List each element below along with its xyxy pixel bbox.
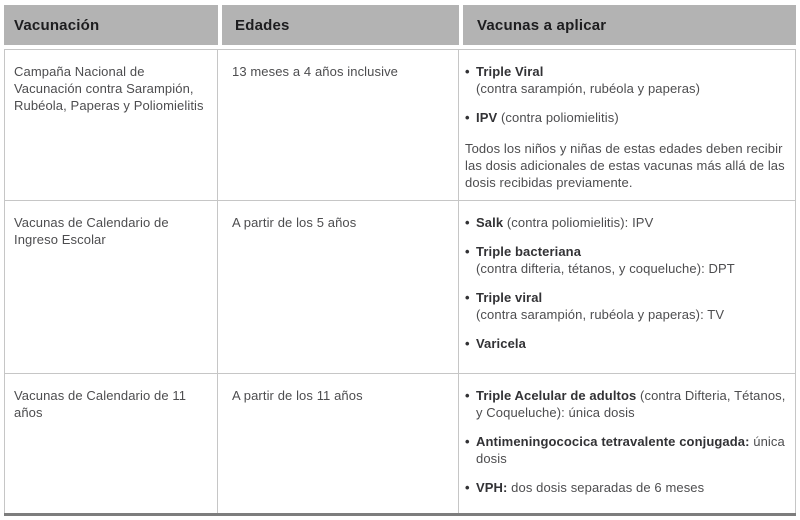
vaccine-rest: única dosis	[476, 434, 785, 466]
vaccine-rest: dos dosis separadas de 6 meses	[507, 480, 705, 495]
bullet-icon: •	[465, 215, 470, 230]
vaccine-item	[465, 335, 787, 352]
vaccination-table	[4, 5, 796, 516]
vaccine-text	[476, 214, 787, 231]
vaccination-cell: Campaña Nacional de Vacunación contra Sarampión, Rubéola, Paperas y Poliomielitis	[5, 50, 218, 200]
bullet-icon: •	[465, 336, 470, 351]
table-body	[4, 49, 796, 513]
vaccine-item	[465, 63, 787, 97]
note-text: Todos los niños y niñas de estas edades deben recibir las dosis adicionales de estas vacunas más allá de las dosis recibidas previamente.	[465, 141, 785, 190]
vaccine-name: Triple Viral	[476, 64, 544, 79]
vaccine-text	[476, 433, 787, 467]
table-row	[5, 50, 795, 201]
table-row	[5, 374, 795, 513]
vaccine-item	[465, 109, 787, 126]
bullet-icon: •	[465, 480, 470, 495]
vaccine-item	[465, 433, 787, 467]
vaccination-cell: Vacunas de Calendario de 11 años	[5, 374, 218, 513]
vaccine-text	[476, 109, 787, 126]
vaccine-text	[476, 387, 787, 421]
header-cell-ages: Edades	[222, 5, 459, 45]
vaccine-rest: (contra poliomielitis): IPV	[503, 215, 654, 230]
vaccine-item	[465, 479, 787, 496]
vaccine-item	[465, 243, 787, 277]
vaccine-item	[465, 214, 787, 231]
vaccine-name: Salk	[476, 215, 504, 230]
vaccine-text	[476, 243, 787, 277]
ages-cell: 13 meses a 4 años inclusive	[218, 50, 459, 200]
table-header-row	[4, 5, 796, 45]
bullet-icon: •	[465, 290, 470, 305]
vaccine-text	[476, 479, 787, 496]
vaccine-detail: (contra sarampión, rubéola y paperas)	[476, 81, 701, 96]
bullet-icon: •	[465, 388, 470, 403]
header-cell-vaccination: Vacunación	[4, 5, 218, 45]
bullet-icon: •	[465, 434, 470, 449]
vaccine-item	[465, 387, 787, 421]
table-row	[5, 201, 795, 374]
vaccine-detail: (contra sarampión, rubéola y paperas): TV	[476, 307, 725, 322]
vaccine-rest: (contra poliomielitis)	[497, 110, 619, 125]
vaccine-detail: (contra difteria, tétanos, y coqueluche): DPT	[476, 261, 735, 276]
vaccines-cell	[459, 50, 795, 200]
vaccines-cell	[459, 374, 795, 513]
vaccine-name: Triple Acelular de adultos	[476, 388, 637, 403]
vaccine-name: Triple bacteriana	[476, 244, 582, 259]
vaccine-name: Antimeningococica tetravalente conjugada:	[476, 434, 750, 449]
vaccination-cell: Vacunas de Calendario de Ingreso Escolar	[5, 201, 218, 373]
vaccine-name: Triple viral	[476, 290, 543, 305]
vaccines-cell	[459, 201, 795, 373]
vaccine-rest: (contra Difteria, Tétanos, y Coqueluche): única dosis	[476, 388, 786, 420]
vaccine-name: VPH:	[476, 480, 508, 495]
vaccine-text	[476, 335, 787, 352]
bullet-icon: •	[465, 64, 470, 79]
vaccine-item	[465, 289, 787, 323]
vaccine-name: Varicela	[476, 336, 526, 351]
table-bottom-rule	[4, 513, 796, 516]
vaccine-name: IPV	[476, 110, 498, 125]
ages-cell: A partir de los 11 años	[218, 374, 459, 513]
header-cell-vaccines: Vacunas a aplicar	[463, 5, 796, 45]
ages-cell: A partir de los 5 años	[218, 201, 459, 373]
bullet-icon: •	[465, 244, 470, 259]
vaccine-text	[476, 289, 787, 323]
vaccine-text	[476, 63, 787, 97]
bullet-icon: •	[465, 110, 470, 125]
